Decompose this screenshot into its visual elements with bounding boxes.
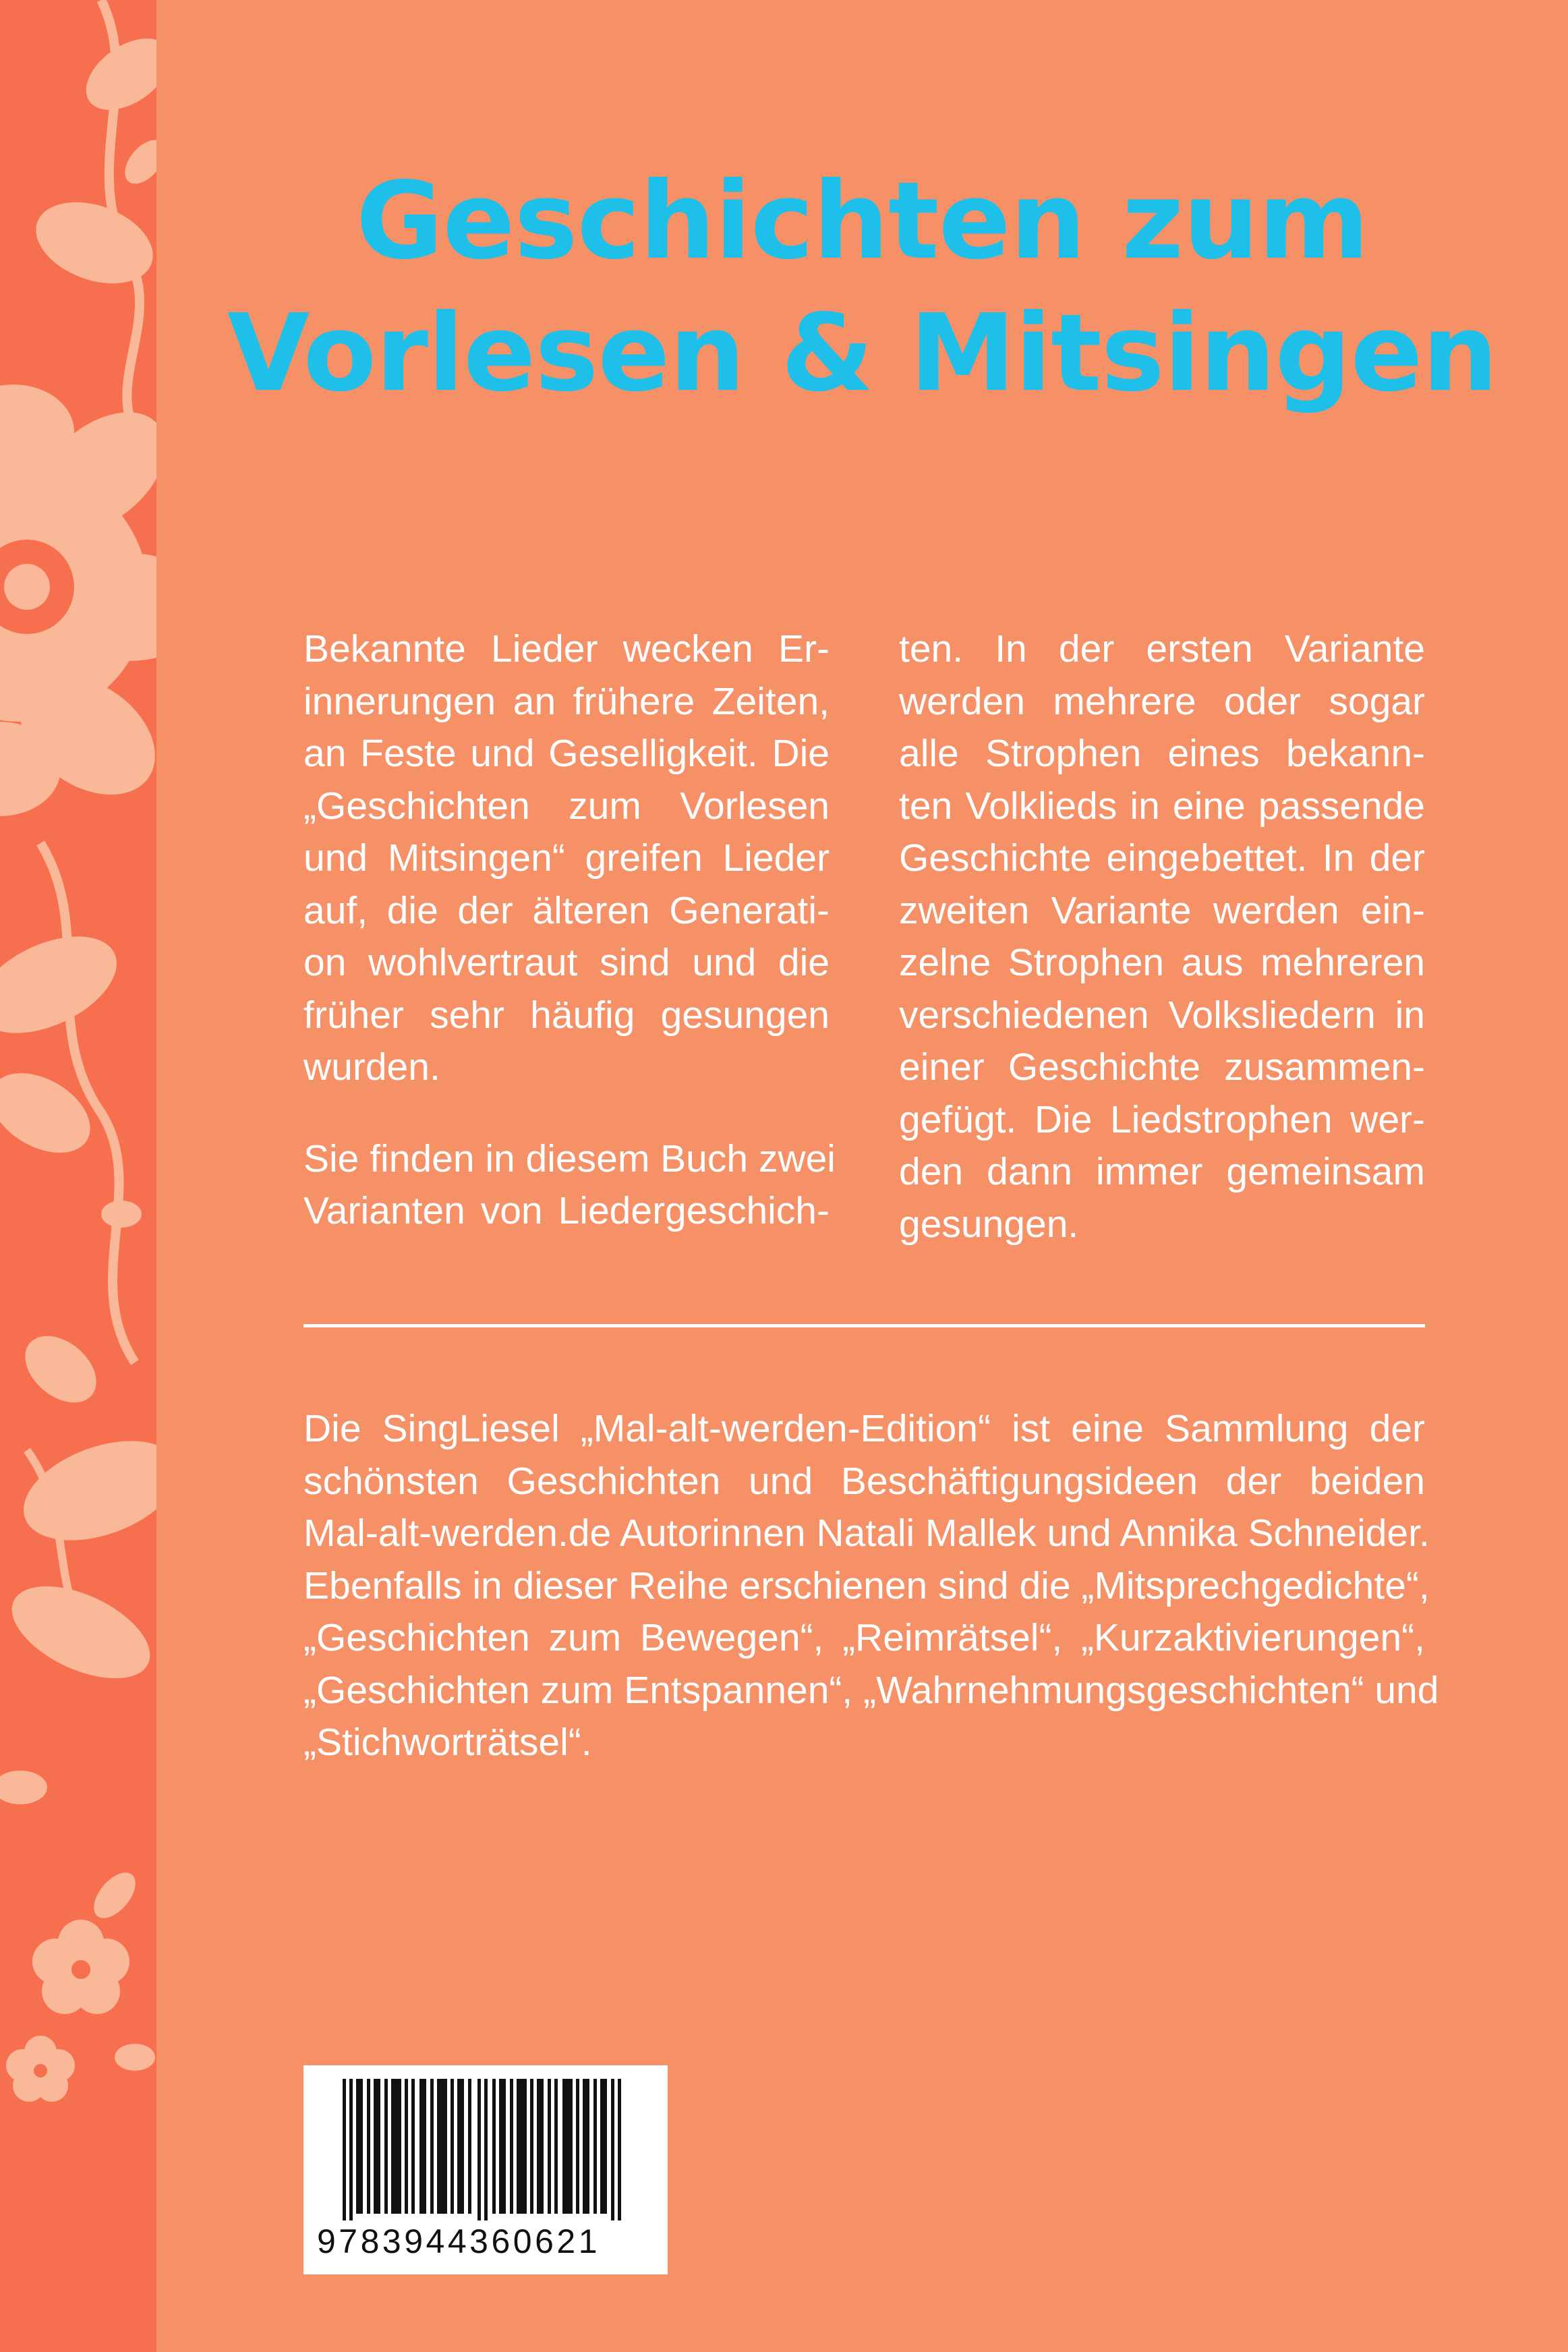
- text-line: zelne Strophen aus mehreren: [899, 941, 1425, 984]
- text-line: gesungen.: [899, 1202, 1079, 1246]
- text-line: „Geschichten zum Entspannen“, „Wahrnehmungsgeschichten“ und: [303, 1668, 1439, 1712]
- text-line: alle Strophen eines bekann-: [899, 732, 1425, 775]
- text-line: on wohlvertraut sind und die: [303, 941, 830, 984]
- text-line: Mal-alt-werden.de Autorinnen Natali Mallek und Annika Schneider.: [303, 1512, 1430, 1555]
- text-line: früher sehr häufig gesungen: [303, 993, 830, 1037]
- text-line: ten. In der ersten Variante: [899, 627, 1425, 670]
- text-line: Bekannte Lieder wecken Er-: [303, 627, 830, 670]
- text-line: Geschichte eingebettet. In der: [899, 836, 1425, 880]
- text-line: zweiten Variante werden ein-: [899, 888, 1425, 932]
- text-line: werden mehrere oder sogar: [899, 679, 1425, 723]
- title-line-2: Vorlesen & Mitsingen: [227, 291, 1498, 415]
- text-line: „Stichworträtsel“.: [303, 1721, 592, 1764]
- text-line: Ebenfalls in dieser Reihe erschienen sind die „Mitsprechgedichte“,: [303, 1564, 1430, 1607]
- text-line: schönsten Geschichten und Beschäftigungsideen der beiden: [303, 1459, 1425, 1503]
- text-line: einer Geschichte zusammen-: [899, 1045, 1425, 1089]
- isbn-number: 9783944360621: [317, 2222, 600, 2260]
- text-line: Die SingLiesel „Mal-alt-werden-Edition“ ist eine Sammlung der: [303, 1407, 1425, 1450]
- text-line: Sie finden in diesem Buch zwei: [303, 1137, 836, 1180]
- text-line: und Mitsingen“ greifen Lieder: [303, 836, 830, 880]
- text-line: verschiedenen Volksliedern in: [899, 993, 1425, 1037]
- text-line: auf, die der älteren Generati-: [303, 888, 830, 932]
- text-line: ten Volklieds in eine passende: [899, 784, 1425, 828]
- description-left-column: [303, 623, 836, 1238]
- isbn-barcode: [303, 2065, 668, 2274]
- barcode-icon: [303, 2065, 668, 2220]
- description-right-column: [899, 623, 1425, 1251]
- text-line: innerungen an frühere Zeiten,: [303, 679, 830, 723]
- edition-description: [303, 1403, 1439, 1769]
- text-line: an Feste und Geselligkeit. Die: [303, 732, 830, 775]
- text-line: den dann immer gemeinsam: [899, 1150, 1425, 1193]
- text-line: Varianten von Liedergeschich-: [303, 1189, 830, 1232]
- text-line: „Geschichten zum Bewegen“, „Reimrätsel“, „Kurzaktivierungen“,: [303, 1616, 1425, 1659]
- text-line: gefügt. Die Liedstrophen wer-: [899, 1097, 1425, 1141]
- flower-pattern-icon: [0, 0, 156, 2352]
- text-line: „Geschichten zum Vorlesen: [303, 784, 830, 828]
- floral-spine-decoration: [0, 0, 156, 2352]
- title-line-1: Geschichten zum: [355, 159, 1369, 283]
- text-line: wurden.: [303, 1045, 440, 1089]
- horizontal-divider: [303, 1324, 1425, 1327]
- book-title: [156, 155, 1568, 420]
